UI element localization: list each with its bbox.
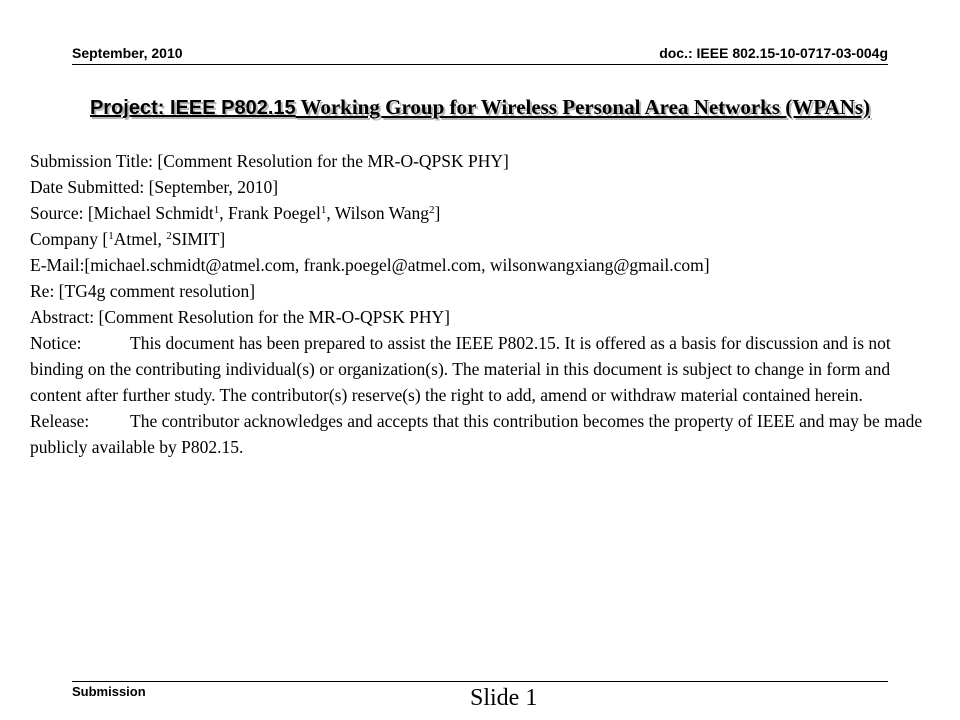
slide-number: Slide 1 [470,685,538,711]
notice-paragraph [30,330,945,408]
footer-submission: Submission [72,684,146,699]
source-sup-2: 1 [320,204,327,216]
project-title [0,94,960,121]
company-sup-1: 1 [108,230,114,242]
project-title-prefix: Project: IEEE P802.15 [89,97,296,119]
email-line: E-Mail:[michael.schmidt@atmel.com, frank.poegel@atmel.com, wilsonwangxiang@gmail.com] [30,255,710,275]
company-sup-2: 2 [166,230,172,242]
company-prefix: Company [ [30,229,109,249]
submission-title: Submission Title: [Comment Resolution for the MR-O-QPSK PHY] [30,151,509,171]
abstract-line: Abstract: [Comment Resolution for the MR-O-QPSK PHY] [30,307,450,327]
source-mid-2: , Wilson Wang [326,203,430,223]
release-text: The contributor acknowledges and accepts that this contribution becomes the property of IEEE and may be made publicly available by P802.15. [30,411,923,457]
source-sup-3: 2 [429,204,435,216]
footer-rule [72,681,888,682]
slide-content [30,148,945,460]
date-submitted: Date Submitted: [September, 2010] [30,177,279,197]
re-line: Re: [TG4g comment resolution] [30,281,256,301]
notice-label: Notice: [30,333,82,353]
release-paragraph [30,408,945,460]
header-rule [72,64,888,65]
source-suffix: ] [434,203,441,223]
source-line [30,200,945,226]
source-prefix: Source: [Michael Schmidt [30,203,214,223]
header-date: September, 2010 [72,45,183,61]
notice-text: This document has been prepared to assist the IEEE P802.15. It is offered as a basis for discussion and is not binding on the contributing individual(s) or organization(s). The material in this document is subject to change in form and content after further study. The contributor(s) reserve(s) the right to add, amend or withdraw material contained herein. [30,333,891,405]
release-label: Release: [30,411,90,431]
company-mid: Atmel, [113,229,167,249]
company-line [30,226,945,252]
project-title-wg: Working Group for Wireless Personal Area Networks (WPANs) [295,95,871,119]
company-suffix: SIMIT] [171,229,226,249]
source-mid-1: , Frank Poegel [219,203,321,223]
source-sup-1: 1 [213,204,220,216]
header-doc-id: doc.: IEEE 802.15-10-0717-03-004g [659,45,888,61]
